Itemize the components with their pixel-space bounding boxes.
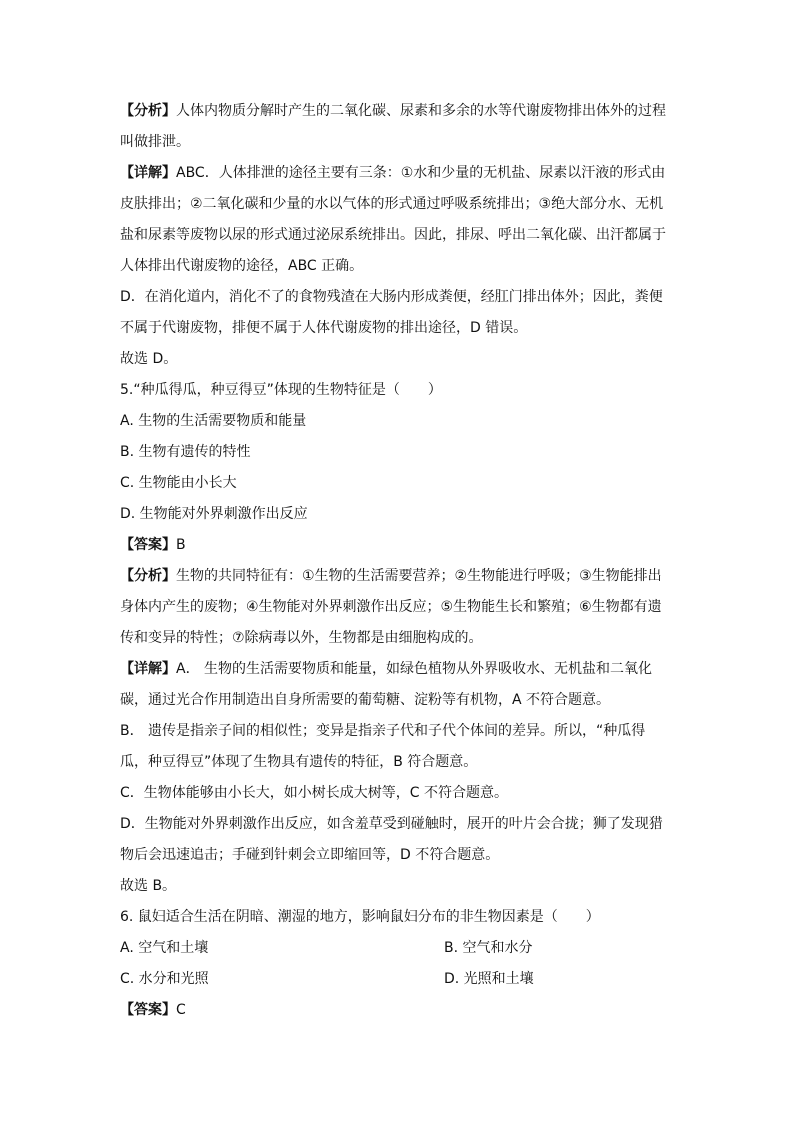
q4-detail-line-4: 人体排出代谢废物的途径，ABC 正确。 — [120, 258, 364, 274]
q6-option-a: A. 空气和土壤 — [120, 940, 209, 956]
q5-detail-line-5: C．生物体能够由小长大，如小树长成大树等，C 不符合题意。 — [120, 785, 508, 801]
q5-analysis-line-2: 身体内产生的废物；④生物能对外界刺激作出反应；⑤生物能生长和繁殖；⑥生物都有遗 — [120, 599, 662, 615]
analysis-label: 【分析】 — [120, 103, 176, 119]
q5-option-a: A. 生物的生活需要物质和能量 — [120, 413, 307, 429]
q5-conclusion: 故选 B。 — [120, 878, 177, 894]
analysis-label: 【分析】 — [120, 568, 176, 584]
q4-detail-line-2: 皮肤排出；②二氧化碳和少量的水以气体的形式通过呼吸系统排出；③绝大部分水、无机 — [120, 196, 664, 212]
q4-analysis-line-2: 叫做排泄。 — [120, 134, 190, 150]
q5-detail-line-4: 瓜，种豆得豆”体现了生物具有遗传的特征，B 符合题意。 — [120, 754, 478, 770]
q4-detail-line-3: 盐和尿素等废物以尿的形式通过泌尿系统排出。因此，排尿、呼出二氧化碳、出汗都属于 — [120, 227, 666, 243]
q5-option-d: D. 生物能对外界刺激作出反应 — [120, 506, 308, 522]
answer-label: 【答案】 — [120, 537, 176, 553]
q4-conclusion: 故选 D。 — [120, 351, 178, 367]
q4-analysis-line-1: 【分析】人体内物质分解时产生的二氧化碳、尿素和多余的水等代谢废物排出体外的过程 — [120, 103, 666, 119]
q6-answer — [120, 995, 680, 1026]
q5-detail-line-2: 碳，通过光合作用制造出自身所需要的葡萄糖、淀粉等有机物，A 不符合题意。 — [120, 692, 611, 708]
q6-option-b: B. 空气和水分 — [444, 940, 533, 956]
answer-label: 【答案】 — [120, 1002, 176, 1018]
q6-options-row-2 — [120, 964, 680, 995]
q4-detail-line-6: 不属于代谢废物，排便不属于人体代谢废物的排出途径，D 错误。 — [120, 320, 528, 336]
detail-label: 【详解】 — [120, 165, 176, 181]
q6-option-c: C. 水分和光照 — [120, 971, 209, 987]
q4-detail-line-5: D．在消化道内，消化不了的食物残渣在大肠内形成粪便，经肛门排出体外；因此，粪便 — [120, 289, 663, 305]
answer-value: B — [176, 537, 186, 553]
q5-detail-line-1: 【详解】A． 生物的生活需要物质和能量，如绿色植物从外界吸收水、无机盐和二氧化 — [120, 661, 653, 677]
q6-option-d: D. 光照和土壤 — [444, 971, 534, 987]
q6-options-row-1 — [120, 933, 680, 964]
q5-stem: 5.“种瓜得瓜，种豆得豆”体现的生物特征是（ ） — [120, 382, 442, 398]
q5-analysis-line-3: 传和变异的特性；⑦除病毒以外，生物都是由细胞构成的。 — [120, 630, 483, 646]
q5-detail-line-6: D．生物能对外界刺激作出反应，如含羞草受到碰触时，展开的叶片会合拢；狮了发现猎 — [120, 816, 663, 832]
q5-option-b: B. 生物有遗传的特性 — [120, 444, 251, 460]
q4-detail-line-1: 【详解】ABC．人体排泄的途径主要有三条：①水和少量的无机盐、尿素以汗液的形式由 — [120, 165, 666, 181]
answer-value: C — [176, 1002, 186, 1018]
q5-detail-line-7: 物后会迅速追击；手碰到针刺会立即缩回等，D 不符合题意。 — [120, 847, 500, 863]
q5-detail-line-3: B． 遗传是指亲子间的相似性；变异是指亲子代和子代个体间的差异。所以，“种瓜得 — [120, 723, 646, 739]
q5-option-c: C. 生物能由小长大 — [120, 475, 237, 491]
q5-analysis-line-1: 【分析】生物的共同特征有：①生物的生活需要营养；②生物能进行呼吸；③生物能排出 — [120, 568, 662, 584]
q6-stem: 6. 鼠妇适合生活在阴暗、潮湿的地方，影响鼠妇分布的非生物因素是（ ） — [120, 909, 600, 925]
page-content — [120, 96, 680, 1026]
q5-answer — [120, 530, 680, 561]
detail-label: 【详解】 — [120, 661, 176, 677]
